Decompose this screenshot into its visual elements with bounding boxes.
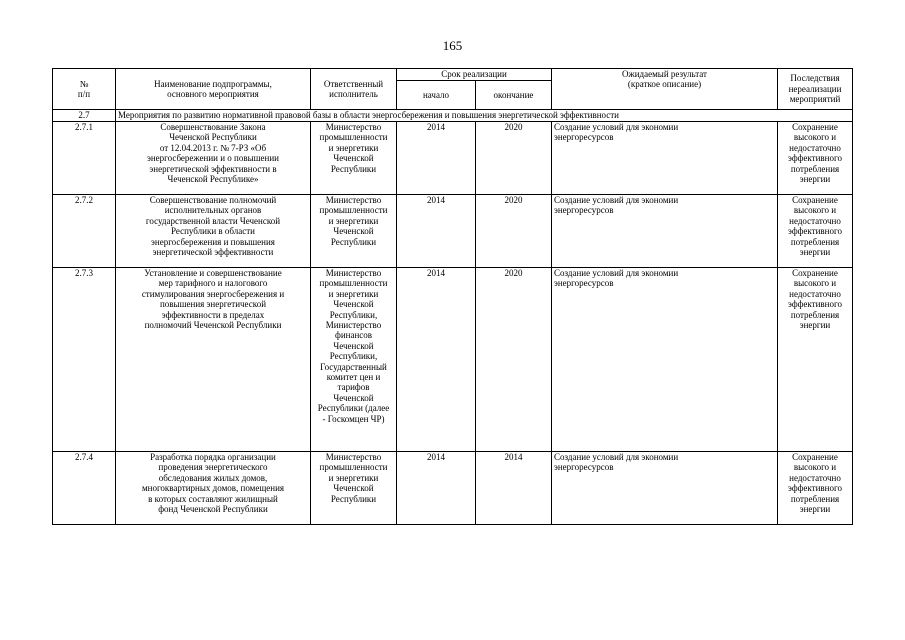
row-result: Создание условий для экономии энергоресурсов [552,452,778,525]
row-num: 2.7.4 [53,452,116,525]
row-end: 2020 [476,195,552,268]
header-period: Срок реализации [397,69,552,81]
row-name: Установление и совершенствование мер тарифного и налогового стимулирования энергосбережения и повышения энергетической эффективности в пределах полномочий Чеченской Республики [116,268,311,452]
header-num: № п/п [53,69,116,110]
header-responsible: Ответственный исполнитель [311,69,397,110]
row-consequences: Сохранение высокого и недостаточно эффективного потребления энергии [778,452,853,525]
row-consequences: Сохранение высокого и недостаточно эффективного потребления энергии [778,195,853,268]
row-end: 2020 [476,122,552,195]
row-result: Создание условий для экономии энергоресурсов [552,268,778,452]
row-name: Разработка порядка организации проведения энергетического обследования жилых домов, многоквартирных домов, помещения в которых составляют жилищный фонд Чеченской Республики [116,452,311,525]
row-num: 2.7.1 [53,122,116,195]
header-start: начало [397,81,476,110]
row-responsible: Министерство промышленности и энергетики Чеченской Республики [311,122,397,195]
row-start: 2014 [397,452,476,525]
page-number: 165 [442,38,463,53]
table-row [53,452,853,525]
row-num: 2.7.3 [53,268,116,452]
section-row [53,110,853,122]
row-start: 2014 [397,195,476,268]
row-result: Создание условий для экономии энергоресурсов [552,195,778,268]
section-num: 2.7 [53,110,116,122]
row-name: Совершенствование Закона Чеченской Республики от 12.04.2013 г. № 7-РЗ «Об энергосбережении и о повышении энергетической эффективности в Чеченской Республике» [116,122,311,195]
row-name: Совершенствование полномочий исполнительных органов государственной власти Чеченской Республики в области энергосбережения и повышения энергетической эффективности [116,195,311,268]
section-title: Мероприятия по развитию нормативной правовой базы в области энергосбережения и повышения энергетической эффективности [116,110,853,122]
row-num: 2.7.2 [53,195,116,268]
measures-table [52,68,853,525]
header-consequences: Последствия нереализации мероприятий [778,69,853,110]
row-result: Создание условий для экономии энергоресурсов [552,122,778,195]
header-end: окончание [476,81,552,110]
header-row [53,69,853,81]
row-start: 2014 [397,268,476,452]
row-responsible: Министерство промышленности и энергетики Чеченской Республики, Министерство финансов Чеченской Республики, Государственный комитет цен и тарифов Чеченской Республики (далее - Госкомцен ЧР) [311,268,397,452]
row-end: 2014 [476,452,552,525]
header-name: Наименование подпрограммы, основного мероприятия [116,69,311,110]
row-start: 2014 [397,122,476,195]
row-consequences: Сохранение высокого и недостаточно эффективного потребления энергии [778,122,853,195]
row-consequences: Сохранение высокого и недостаточно эффективного потребления энергии [778,268,853,452]
table-row [53,122,853,195]
row-end: 2020 [476,268,552,452]
table-row [53,268,853,452]
row-responsible: Министерство промышленности и энергетики Чеченской Республики [311,452,397,525]
header-result: Ожидаемый результат (краткое описание) [552,69,778,110]
table-row [53,195,853,268]
row-responsible: Министерство промышленности и энергетики Чеченской Республики [311,195,397,268]
